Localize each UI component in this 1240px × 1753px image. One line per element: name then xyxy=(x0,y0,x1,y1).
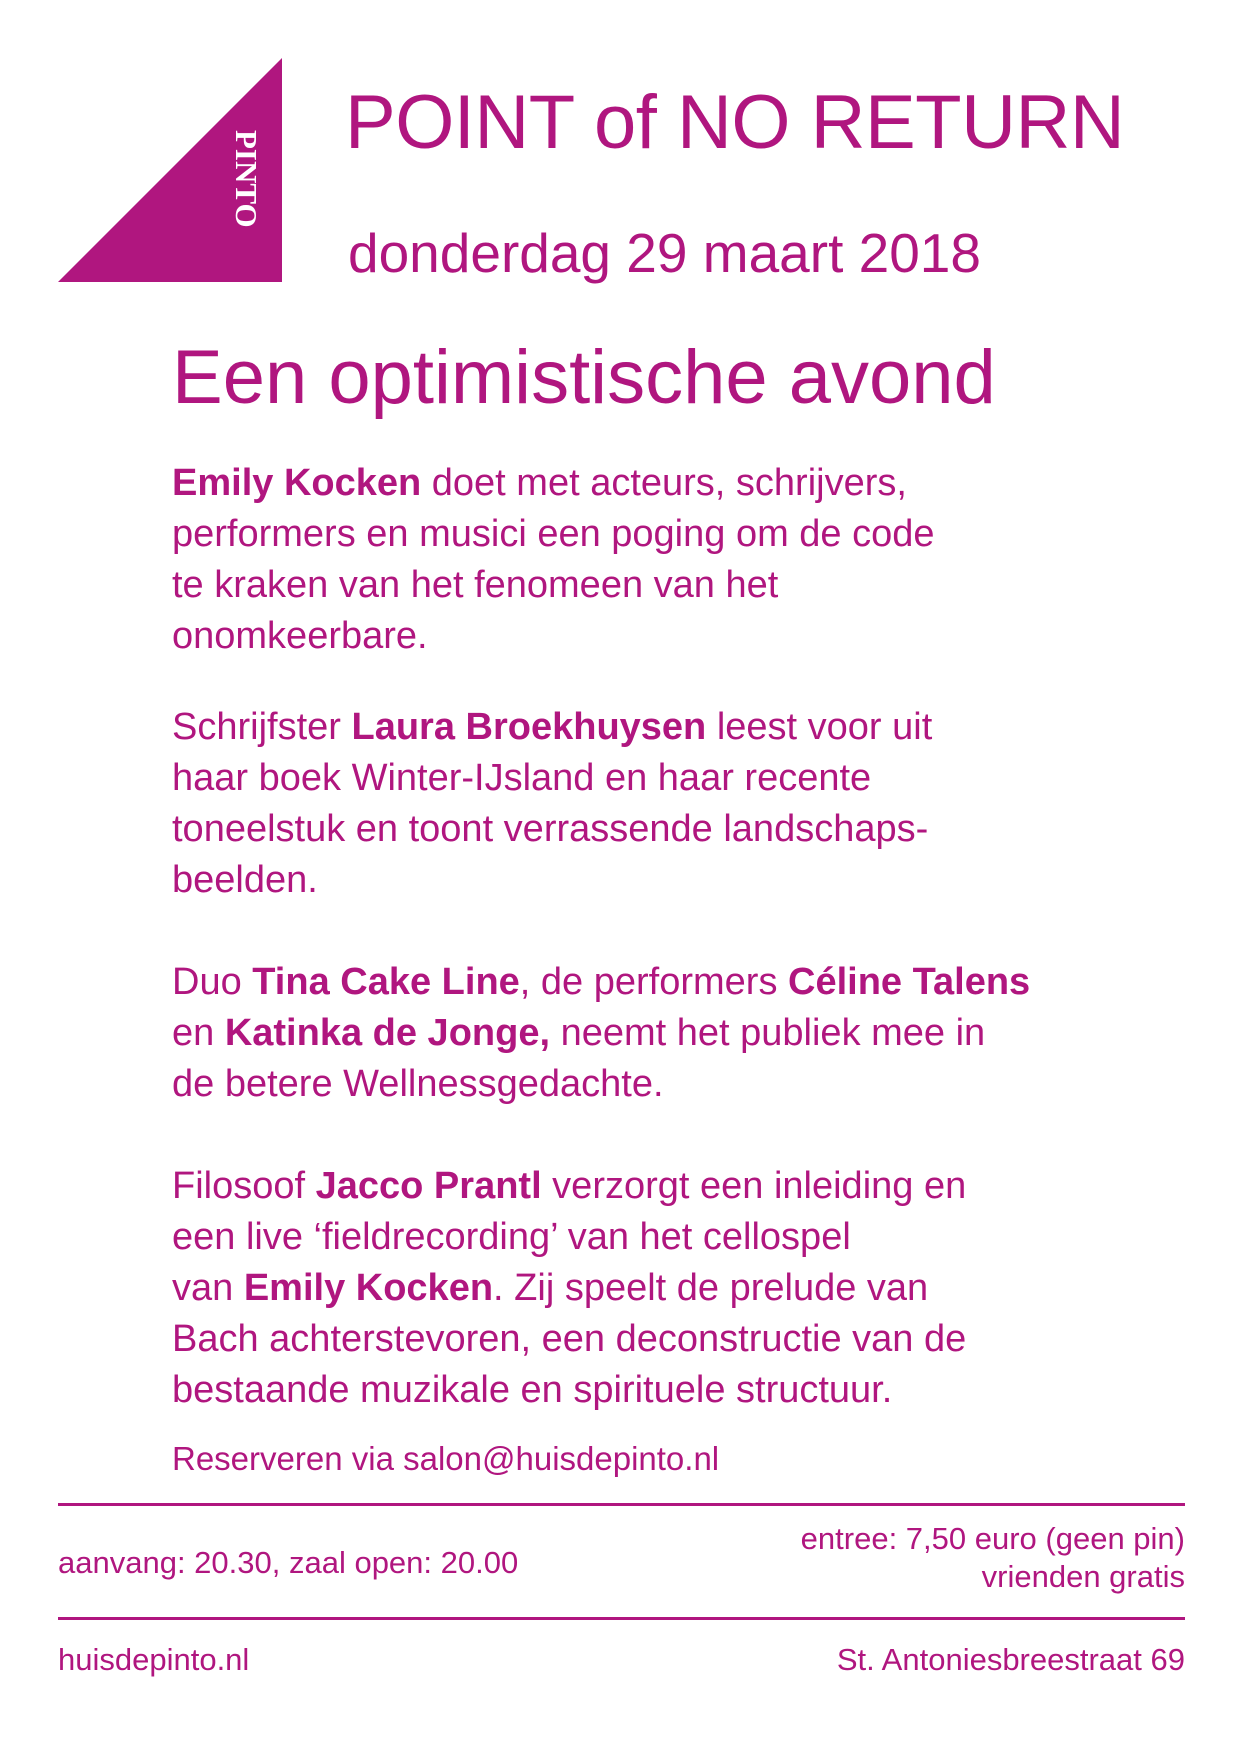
event-title: POINT of NO RETURN xyxy=(345,80,1125,165)
performer-name: Céline Talens xyxy=(788,961,1031,1003)
divider-top xyxy=(58,1503,1185,1506)
paragraph-text: haar boek Winter-IJsland en haar recente xyxy=(172,757,872,799)
paragraph-text: van xyxy=(172,1267,244,1309)
venue-address: St. Antoniesbreestraat 69 xyxy=(836,1642,1185,1677)
admission-price: entree: 7,50 euro (geen pin) xyxy=(800,1521,1185,1556)
performer-name: Emily Kocken xyxy=(243,1267,494,1309)
paragraph-text: performers en musici een poging om de code xyxy=(172,513,935,555)
paragraph-text: een live ‘fieldrecording’ van het cellospel xyxy=(172,1216,851,1258)
performer-name: Tina Cake Line xyxy=(252,961,520,1003)
paragraph-text: verzorgt een inleiding en xyxy=(541,1165,967,1207)
paragraph-text: Schrijfster xyxy=(172,706,352,748)
paragraph-text: te kraken van het fenomeen van het xyxy=(172,564,779,606)
paragraph-text: . Zij speelt de prelude van xyxy=(493,1267,929,1309)
pinto-logo xyxy=(58,58,282,282)
website-link[interactable]: huisdepinto.nl xyxy=(58,1642,250,1677)
performer-name: Emily Kocken xyxy=(172,462,422,504)
paragraph-text: , de performers xyxy=(519,961,789,1003)
paragraph-text: bestaande muzikale en spirituele structuur. xyxy=(172,1369,893,1411)
event-description xyxy=(172,458,1162,1416)
paragraph-3 xyxy=(172,957,1162,1110)
start-time-info: aanvang: 20.30, zaal open: 20.00 xyxy=(58,1545,519,1580)
performer-name: Katinka de Jonge, xyxy=(224,1012,551,1054)
paragraph-text: toneelstuk en toont verrassende landschaps- xyxy=(172,808,929,850)
paragraph-text: leest voor uit xyxy=(706,706,933,748)
paragraph-text: beelden. xyxy=(172,859,318,901)
paragraph-text: de betere Wellnessgedachte. xyxy=(172,1063,664,1105)
paragraph-2 xyxy=(172,702,1162,906)
headline: Een optimistische avond xyxy=(172,335,996,420)
paragraph-text: neemt het publiek mee in xyxy=(550,1012,986,1054)
paragraph-1 xyxy=(172,458,1162,662)
performer-name: Laura Broekhuysen xyxy=(351,706,707,748)
admission-friends: vrienden gratis xyxy=(981,1559,1185,1594)
paragraph-text: en xyxy=(172,1012,225,1054)
admission-info xyxy=(801,1520,1185,1596)
paragraph-text: onomkeerbare. xyxy=(172,615,428,657)
reservation-info: Reserveren via salon@huisdepinto.nl xyxy=(172,1440,720,1477)
paragraph-text: Bach achterstevoren, een deconstructie van de xyxy=(172,1318,967,1360)
logo-text: PINTO xyxy=(229,130,264,228)
performer-name: Jacco Prantl xyxy=(315,1165,542,1207)
paragraph-4 xyxy=(172,1161,1162,1416)
paragraph-text: Filosoof xyxy=(172,1165,316,1207)
paragraph-text: Duo xyxy=(172,961,253,1003)
divider-bottom xyxy=(58,1617,1185,1620)
event-date: donderdag 29 maart 2018 xyxy=(348,222,981,284)
paragraph-text: doet met acteurs, schrijvers, xyxy=(421,462,907,504)
